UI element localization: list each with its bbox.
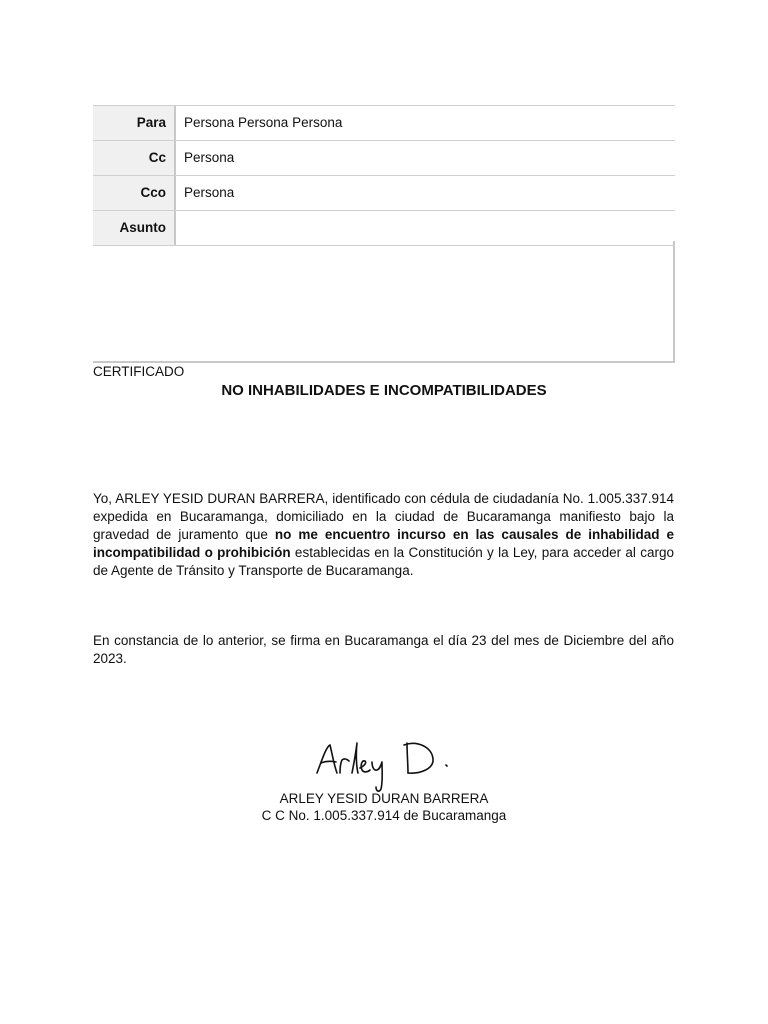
header-label: Cc <box>93 141 176 175</box>
header-label: Cco <box>93 176 176 210</box>
header-value: Persona <box>184 185 235 200</box>
declaration-text-bold: no me encuentro incurso en las causales de inhabilidad e incompatibilidad o prohibición <box>93 527 674 560</box>
header-row-cc <box>93 140 675 175</box>
handwritten-signature <box>312 735 462 795</box>
closing-paragraph: En constancia de lo anterior, se firma en Bucaramanga el día 23 del mes de Diciembre del año 2023. <box>93 633 674 666</box>
signer-name: ARLEY YESID DURAN BARRERA <box>279 791 489 806</box>
declaration-paragraph <box>93 490 674 580</box>
header-row-cco <box>93 175 675 210</box>
declaration-text-start: Yo, ARLEY YESID DURAN BARRERA, identificado con cédula de ciudadanía No. 1.005.337.914 expedida en Bucaramanga, domiciliado en la ciudad de Bucaramanga manifiesto bajo la gravedad de juramento que <box>93 491 674 542</box>
header-value: Persona Persona Persona <box>184 115 343 130</box>
header-label: Asunto <box>93 211 176 245</box>
document-title: NO INHABILIDADES E INCOMPATIBILIDADES <box>221 382 547 399</box>
email-header-table <box>93 105 675 246</box>
certificate-label: CERTIFICADO <box>93 364 185 379</box>
declaration-text-end: establecidas en la Constitución y la Ley, para acceder al cargo de Agente de Tránsito y Transporte de Bucaramanga. <box>93 545 675 578</box>
signer-id: C C No. 1.005.337.914 de Bucaramanga <box>261 808 507 823</box>
header-row-para <box>93 105 675 140</box>
header-value <box>176 211 675 245</box>
header-value: Persona <box>184 150 235 165</box>
header-label: Para <box>93 106 176 140</box>
message-body-box <box>93 241 675 363</box>
